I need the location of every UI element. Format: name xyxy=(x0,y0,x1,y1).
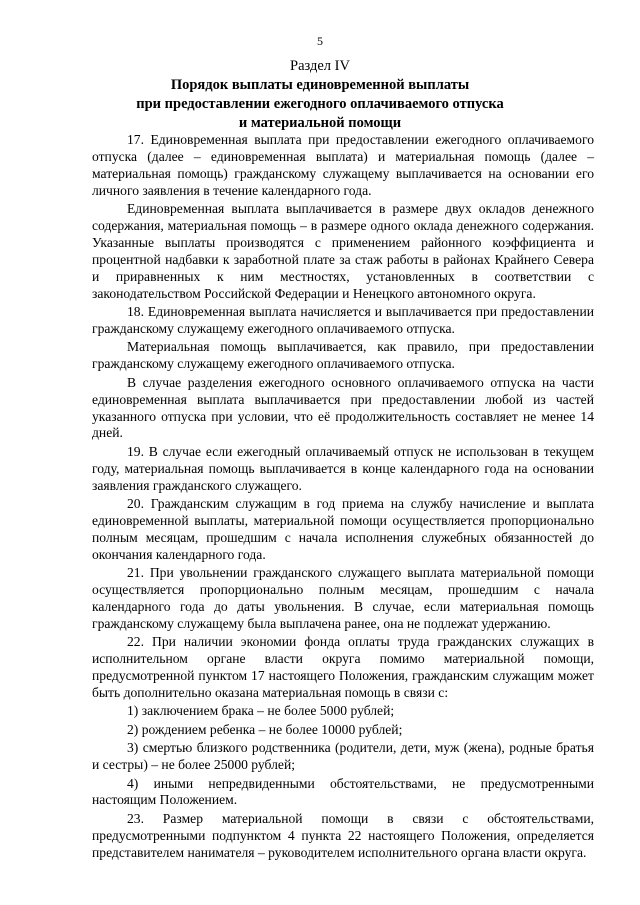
paragraph-17: 17. Единовременная выплата при предоставлении ежегодного оплачиваемого отпуска (далее – единовременная выплата) и материальная помощь (далее – материальная помощь) гражданскому служащему выплачивается на основании его личного заявления в течение календарного года. xyxy=(92,132,594,198)
page-number: 5 xyxy=(317,34,323,48)
paragraph: В случае разделения ежегодного основного оплачиваемого отпуска на части единовременная выплата выплачивается при предоставлении любой из частей указанного отпуска при условии, что её продолжительность составляет не менее 14 дней. xyxy=(92,374,594,441)
heading-line: при предоставлении ежегодного оплачиваемого отпуска xyxy=(136,96,504,112)
paragraph-19: 19. В случае если ежегодный оплачиваемый отпуск не использован в текущем году, материальная помощь выплачивается в конце календарного года на основании заявления гражданского служащего. xyxy=(92,443,594,493)
paragraph: Материальная помощь выплачивается, как правило, при предоставлении гражданскому служащему ежегодного оплачиваемого отпуска. xyxy=(92,339,594,372)
heading-line: и материальной помощи xyxy=(238,115,402,131)
section-title: Раздел IV xyxy=(290,58,350,74)
paragraph-18: 18. Единовременная выплата начисляется и выплачивается при предоставлении гражданскому служащему ежегодного оплачиваемого отпуска. xyxy=(92,304,594,336)
paragraph-22: 22. При наличии экономии фонда оплаты труда гражданских служащих в исполнительном органе власти округа помимо материальной помощи, предусмотренной пунктом 17 настоящего Положения, гражданским служащим может быть дополнительно оказана материальная помощь в связи с: xyxy=(92,634,594,700)
heading-line: Порядок выплаты единовременной выплаты xyxy=(170,77,470,93)
paragraph-21: 21. При увольнении гражданского служащего выплата материальной помощи осуществляется пропорционально полным месяцам, прошедшим с начала календарного года до даты увольнения. В случае, если материальная помощь гражданскому служащему была выплачена ранее, она не подлежат удержанию. xyxy=(92,565,594,631)
list-item: 1) заключением брака – не более 5000 рублей; xyxy=(127,703,395,719)
section-heading xyxy=(0,76,640,133)
paragraph: Единовременная выплата выплачивается в размере двух окладов денежного содержания, материальная помощь – в размере одного оклада денежного содержания. Указанные выплаты производятся с применением районного коэффициента и процентной надбавки к заработной плате за стаж работы в районах Крайнего Севера и приравненных к ним местностях, установленных в соответствии с законодательством Российской Федерации и Ненецкого автономного округа. xyxy=(92,201,594,301)
list-item: 2) рождением ребенка – не более 10000 рублей; xyxy=(127,721,403,737)
paragraph-20: 20. Гражданским служащим в год приема на службу начисление и выплата единовременной выплаты, материальной помощи осуществляется пропорционально полным месяцам, прошедшим с начала исполнения служебных обязанностей до окончания календарного года. xyxy=(92,496,594,562)
paragraph-23: 23. Размер материальной помощи в связи с обстоятельствами, предусмотренными подпунктом 4 пункта 22 настоящего Положения, определяется представителем нанимателя – руководителем исполнительного органа власти округа. xyxy=(92,810,594,860)
document-body xyxy=(92,132,594,863)
list-item: 3) смертью близкого родственника (родители, дети, муж (жена), родные братья и сестры) – не более 25000 рублей; xyxy=(92,740,594,773)
list-item: 4) иными непредвиденными обстоятельствами, не предусмотренными настоящим Положением. xyxy=(92,775,594,808)
